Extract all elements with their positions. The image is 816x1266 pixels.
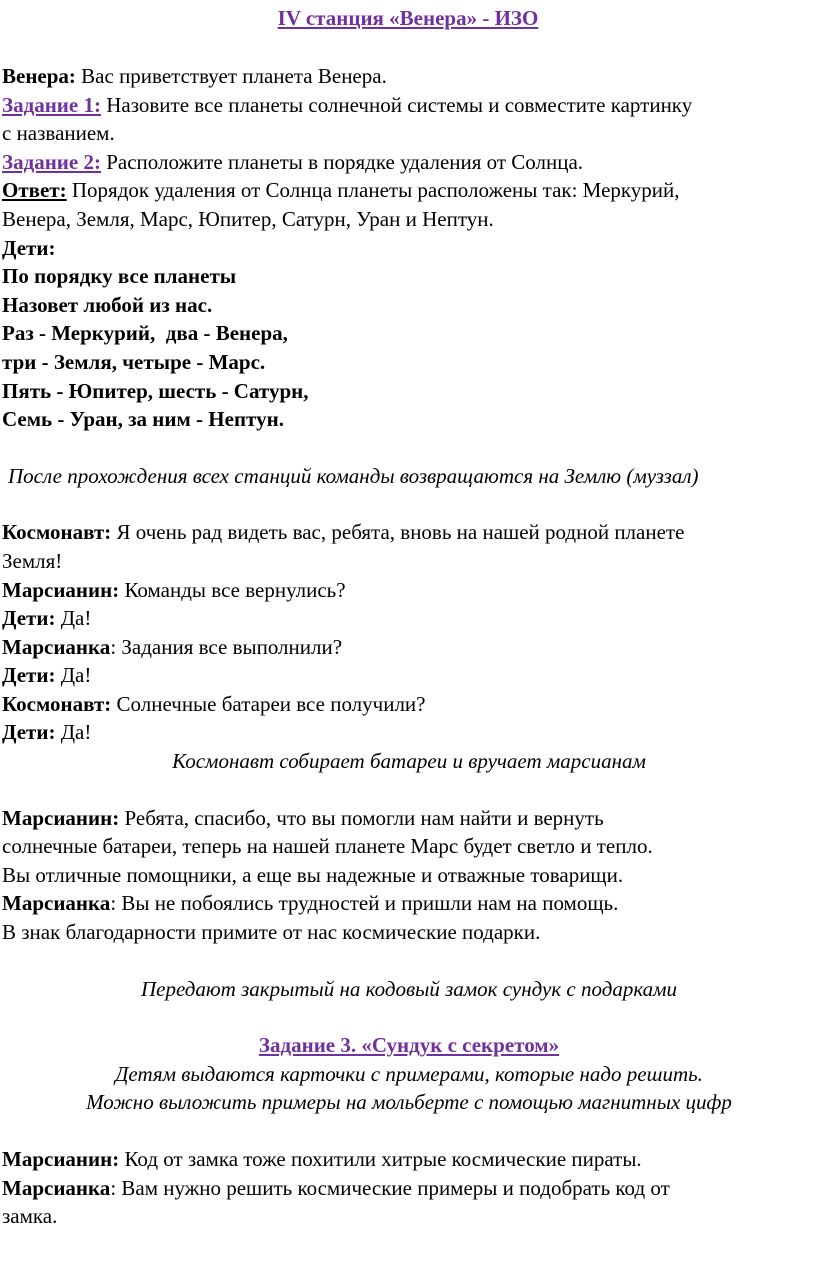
dialog-line-cont: В знак благодарности примите от нас космические подарки. — [2, 920, 541, 945]
line-text: Вас приветствует планета Венера. — [75, 64, 387, 88]
speaker-label: Марсианка — [2, 891, 111, 916]
task2-line — [0, 148, 816, 177]
task1-line — [0, 91, 816, 120]
poem-line: По порядку все планеты — [2, 264, 237, 289]
dialog-line — [0, 604, 816, 633]
speaker-label: Марсианин: — [2, 577, 120, 602]
dialog-line-cont: Земля! — [2, 548, 63, 573]
spacer — [0, 947, 816, 975]
line-text: : Вам нужно решить космические примеры и подобрать код от — [110, 1175, 670, 1200]
line-text: Ребята, спасибо, что вы помогли нам найти и вернуть — [119, 805, 604, 830]
page-title: IV станция «Венера» - ИЗО — [277, 6, 539, 30]
spacer — [0, 34, 816, 62]
dialog-line-cont: солнечные батареи, теперь на нашей планете Марс будет светло и тепло. — [2, 834, 653, 859]
poem-line: Пять - Юпитер, шесть - Сатурн, — [2, 378, 309, 403]
answer-line — [0, 176, 816, 205]
dialog-line — [0, 718, 816, 747]
line-text: Расположите планеты в порядке удаления от Солнца. — [100, 149, 584, 174]
line-text: Порядок удаления от Солнца планеты расположены так: Меркурий, — [66, 178, 680, 203]
speaker-label: Марсианин: — [2, 805, 120, 830]
task1-line-cont: с названием. — [2, 121, 115, 146]
line-text: : Задания все выполнили? — [110, 634, 343, 659]
dialog-line-cont: Вы отличные помощники, а еще вы надежные и отважные товарищи. — [2, 862, 624, 887]
task3-title — [0, 1031, 816, 1060]
line-text: Код от замка тоже похитили хитрые космические пираты. — [119, 1147, 642, 1171]
kids-label: Дети: — [2, 235, 56, 260]
speaker-label: Марсианка — [2, 634, 111, 659]
dialog-line — [0, 633, 816, 662]
stage-note: После прохождения всех станций команды возвращаются на Землю (муззал) — [8, 463, 699, 488]
stage-note: Космонавт собирает батареи и вручает марсианам — [172, 749, 646, 774]
line-text: : Вы не побоялись трудностей и пришли нам на помощь. — [110, 891, 619, 916]
dialog-line-cont: замка. — [2, 1204, 58, 1229]
speaker-label: Марсианка — [2, 1175, 111, 1200]
line-text: Я очень рад видеть вас, ребята, вновь на нашей родной планете — [111, 520, 685, 545]
speaker-label: Дети: — [2, 720, 56, 745]
line-text: Да! — [55, 606, 92, 631]
dialog-line — [0, 518, 816, 547]
poem-line: Назовет любой из нас. — [2, 292, 213, 317]
venus-line — [0, 62, 816, 91]
speaker-label: Венера: — [2, 64, 76, 88]
stage-note: Передают закрытый на кодовый замок сундук с подарками — [140, 976, 678, 1001]
speaker-label: Космонавт: — [2, 520, 112, 545]
dialog-line — [0, 661, 816, 690]
spacer — [0, 1117, 816, 1145]
spacer — [0, 1003, 816, 1031]
speaker-label: Дети: — [2, 606, 56, 631]
task3-note: Можно выложить примеры на мольберте с помощью магнитных цифр — [86, 1090, 732, 1115]
dialog-line — [0, 889, 816, 918]
dialog-line — [0, 1145, 816, 1174]
line-text: Да! — [55, 720, 92, 745]
poem-line: Раз - Меркурий, два - Венера, — [2, 321, 288, 346]
line-text: Команды все вернулись? — [119, 577, 346, 602]
line-text: Солнечные батареи все получили? — [111, 691, 426, 716]
task3-note: Детям выдаются карточки с примерами, которые надо решить. — [115, 1061, 703, 1086]
speaker-label: Дети: — [2, 663, 56, 688]
speaker-label: Марсианин: — [2, 1147, 120, 1171]
line-text: Да! — [55, 663, 92, 688]
dialog-line — [0, 690, 816, 719]
poem-line: Семь - Уран, за ним - Нептун. — [2, 407, 284, 432]
speaker-label: Космонавт: — [2, 691, 112, 716]
spacer — [0, 776, 816, 804]
task-label: Задание 1: — [2, 92, 101, 117]
dialog-line — [0, 576, 816, 605]
dialog-line — [0, 1174, 816, 1203]
dialog-line — [0, 804, 816, 833]
task-label: Задание 3. «Сундук с секретом» — [258, 1033, 560, 1058]
spacer — [0, 490, 816, 518]
answer-label: Ответ: — [2, 178, 67, 203]
spacer — [0, 434, 816, 462]
poem-line: три - Земля, четыре - Марс. — [2, 349, 266, 374]
task-label: Задание 2: — [2, 149, 101, 174]
line-text: Назовите все планеты солнечной системы и совместите картинку — [100, 92, 693, 117]
answer-line-cont: Венера, Земля, Марс, Юпитер, Сатурн, Уран и Нептун. — [2, 206, 494, 231]
